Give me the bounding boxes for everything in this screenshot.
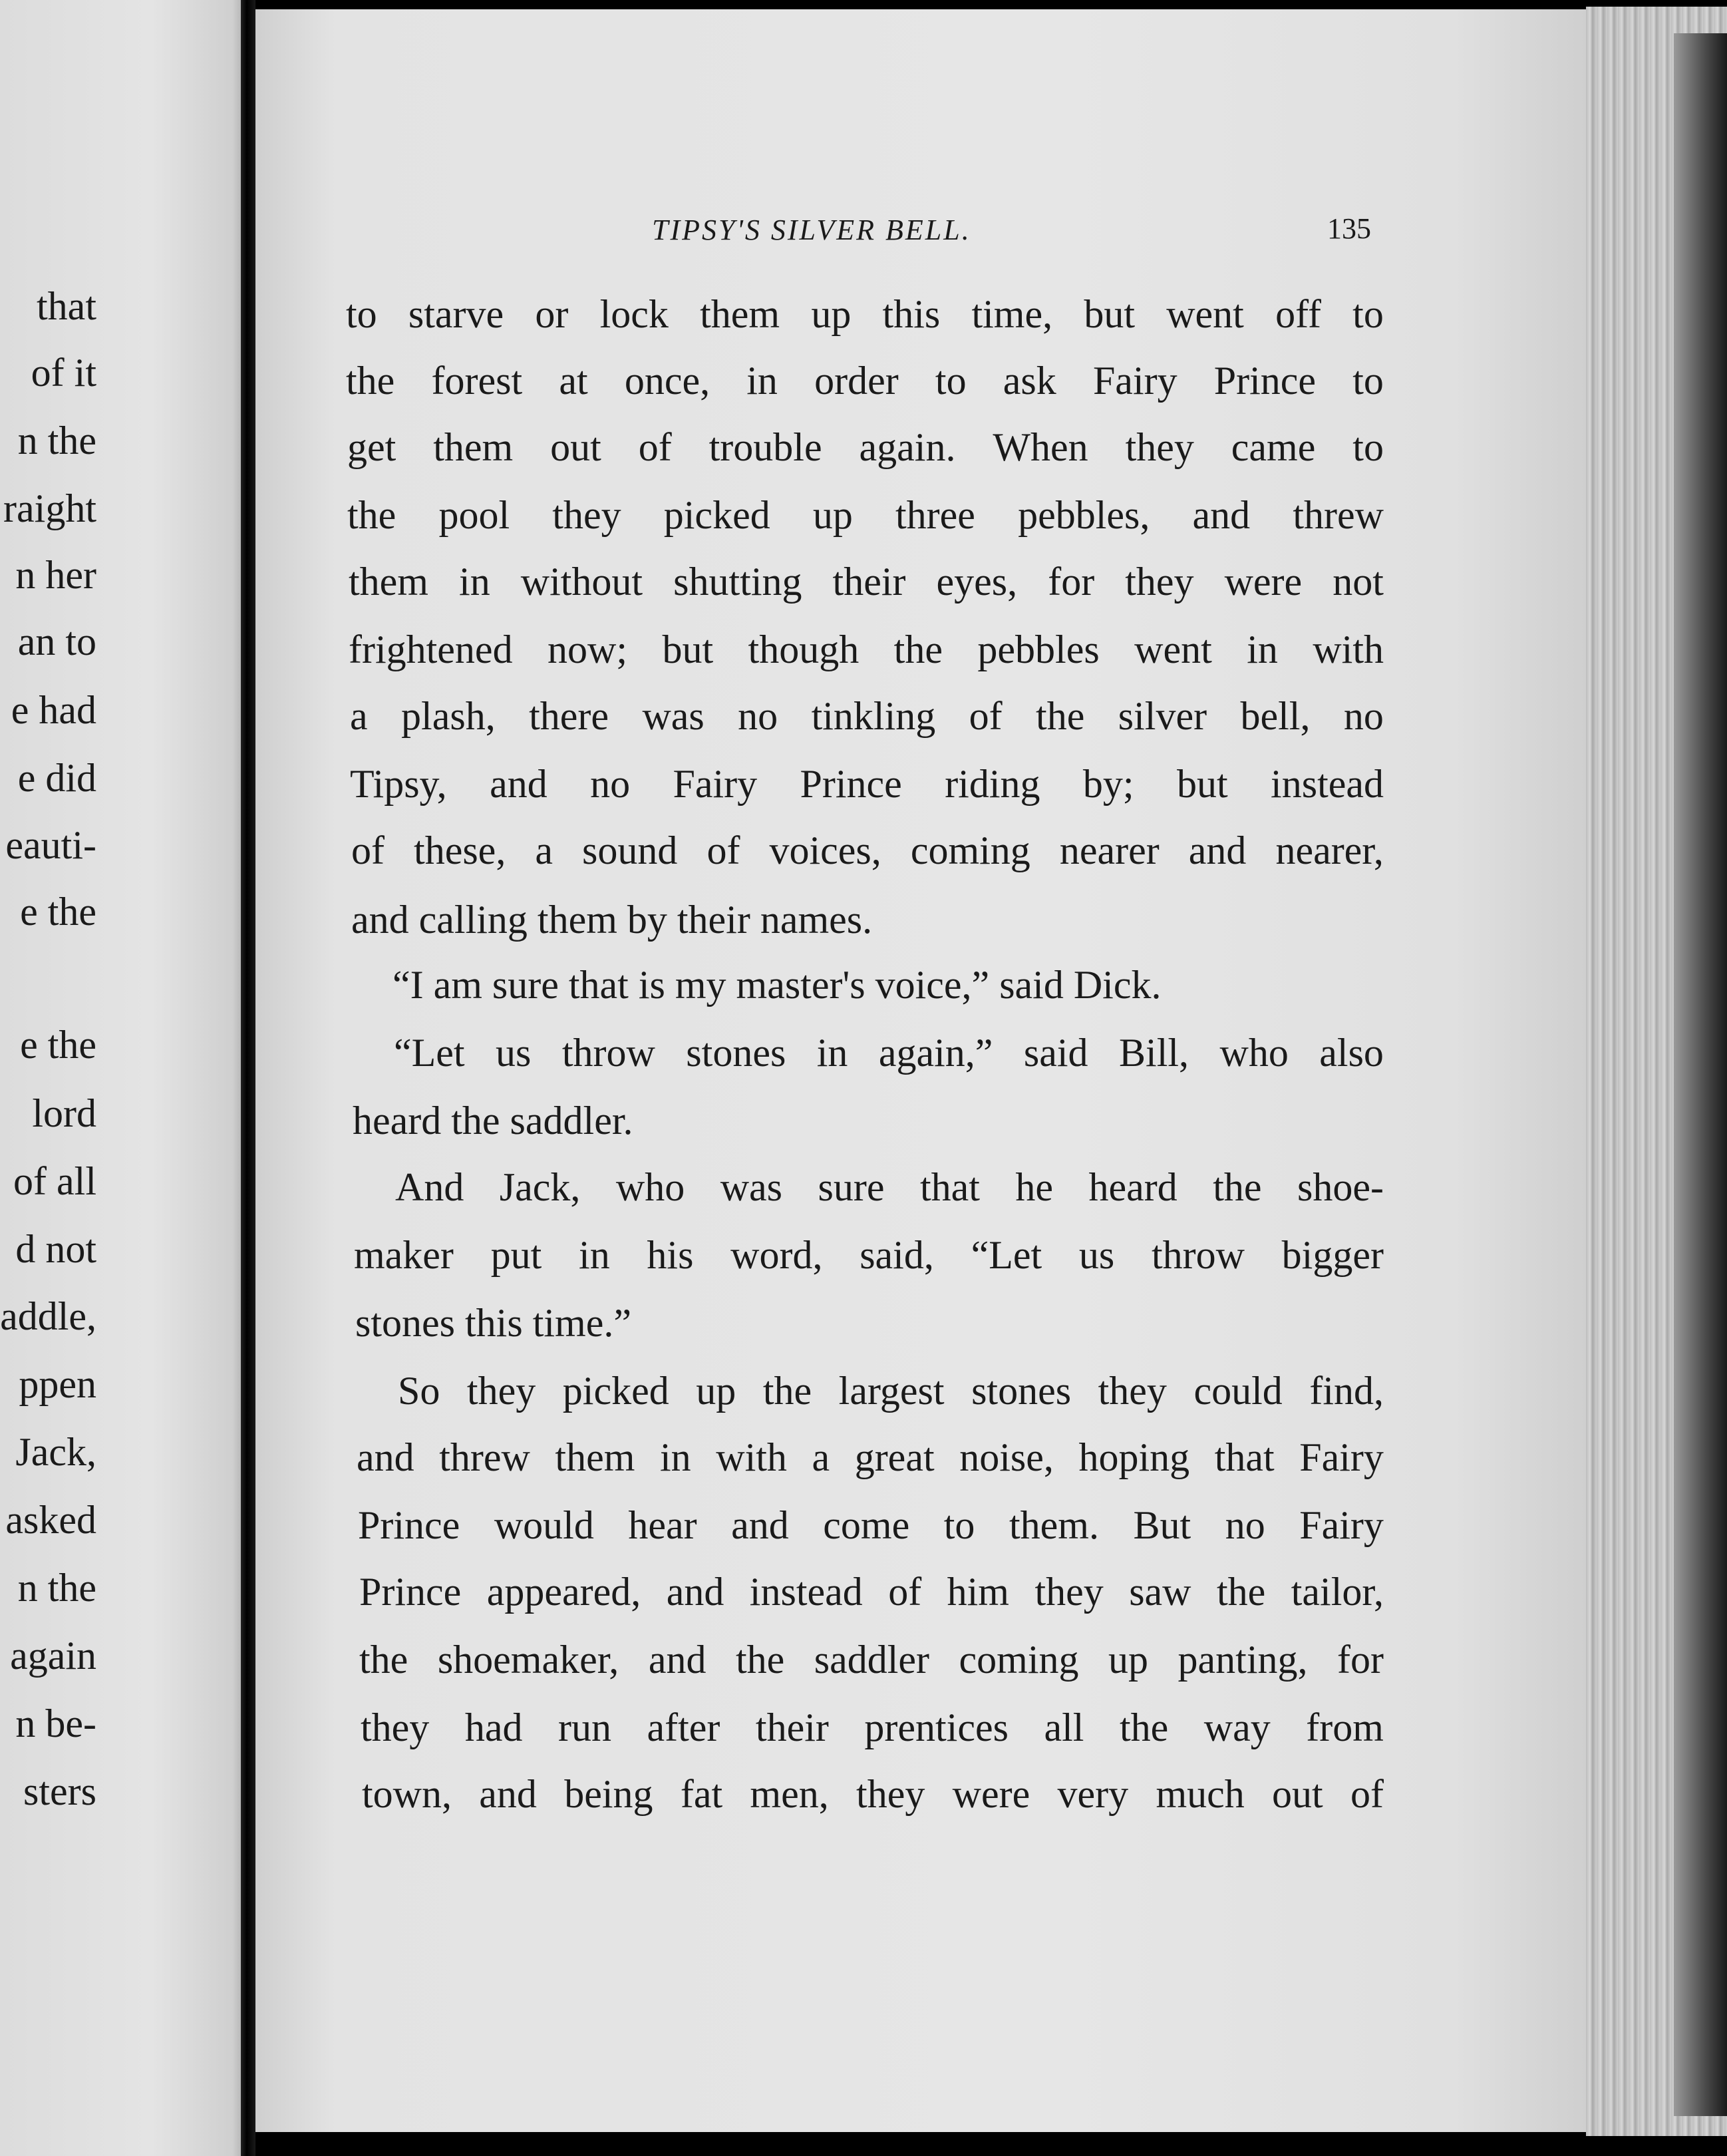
left-page-line: n the xyxy=(17,419,96,462)
text-line: a plash, there was no tinkling of the silver bell, no xyxy=(350,694,1384,738)
text-line: stones this time.” xyxy=(355,1301,631,1345)
left-page-line: Jack, xyxy=(15,1430,96,1474)
text-line: Prince would hear and come to them. But no Fairy xyxy=(358,1503,1384,1547)
page-edges xyxy=(1586,7,1727,2136)
text-line: frightened now; but though the pebbles went in with xyxy=(349,628,1384,671)
text-line: “I am sure that is my master's voice,” said Dick. xyxy=(392,963,1162,1007)
left-page-line: an to xyxy=(17,620,96,663)
left-page-line: d not xyxy=(15,1227,96,1271)
left-page-line: of it xyxy=(31,351,96,395)
left-page-line: e the xyxy=(20,890,96,934)
book-cover-edge xyxy=(1674,33,1727,2116)
text-line: maker put in his word, said, “Let us throw bigger xyxy=(354,1233,1384,1277)
text-line: So they picked up the largest stones they could find, xyxy=(398,1369,1384,1413)
text-line: them in without shutting their eyes, for they were not xyxy=(349,560,1384,604)
left-page-line: e did xyxy=(17,756,96,800)
left-page-line: again xyxy=(10,1634,96,1678)
text-line: the pool they picked up three pebbles, and threw xyxy=(347,493,1384,537)
left-page-line: addle, xyxy=(0,1294,96,1338)
text-line: Prince appeared, and instead of him they saw the tailor, xyxy=(359,1570,1384,1614)
left-page-line: e had xyxy=(11,688,96,732)
left-page-line: eauti- xyxy=(5,823,96,867)
text-line: get them out of trouble again. When they came to xyxy=(347,425,1384,469)
running-head: TIPSY'S SILVER BELL. xyxy=(652,214,971,246)
page-number: 135 xyxy=(1327,212,1371,245)
left-page-line: sters xyxy=(23,1769,96,1813)
left-page-line: ppen xyxy=(19,1362,96,1406)
text-line: And Jack, who was sure that he heard the shoe- xyxy=(395,1165,1384,1209)
left-page-line: e the xyxy=(20,1023,96,1067)
left-page-line: that xyxy=(37,284,96,328)
text-line: of these, a sound of voices, coming nearer and nearer, xyxy=(351,828,1384,872)
left-page-line: lord xyxy=(32,1091,96,1135)
text-line: heard the saddler. xyxy=(353,1099,633,1143)
left-page-line: asked xyxy=(5,1498,96,1542)
text-line: Tipsy, and no Fairy Prince riding by; but instead xyxy=(350,762,1384,806)
text-line: and threw them in with a great noise, hoping that Fairy xyxy=(357,1435,1384,1479)
text-line: “Let us throw stones in again,” said Bill, who also xyxy=(394,1031,1384,1075)
book-gutter xyxy=(241,0,255,2156)
text-line: the forest at once, in order to ask Fairy Prince to xyxy=(346,359,1384,403)
left-page-line: n her xyxy=(15,553,96,597)
left-page-line: of all xyxy=(13,1159,96,1203)
text-line: they had run after their prentices all the way from xyxy=(361,1706,1384,1749)
left-page-line: n the xyxy=(17,1566,96,1610)
left-page xyxy=(0,0,253,2156)
text-line: town, and being fat men, they were very much out of xyxy=(362,1772,1384,1816)
left-page-line: n be- xyxy=(15,1702,96,1745)
text-line: the shoemaker, and the saddler coming up panting, for xyxy=(359,1638,1384,1682)
text-line: to starve or lock them up this time, but went off to xyxy=(346,292,1384,336)
text-line: and calling them by their names. xyxy=(351,898,873,942)
left-page-line: raight xyxy=(3,486,96,530)
